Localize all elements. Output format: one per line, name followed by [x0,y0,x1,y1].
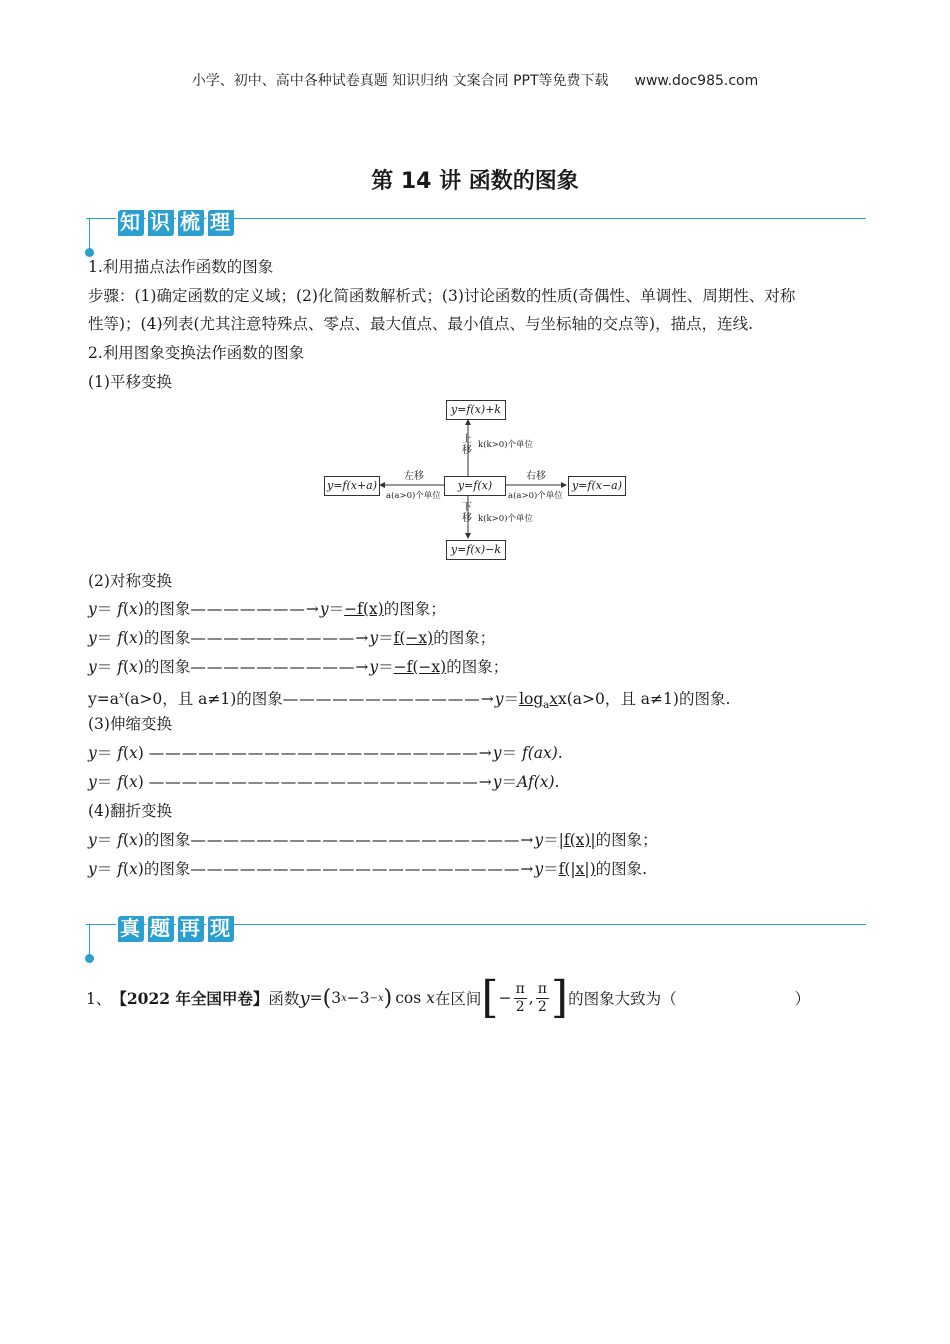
header-text: 小学、初中、高中各种试卷真题 知识归纳 文案合同 PPT等免费下载 [191,73,609,89]
symmetry-rule-2: y＝ f(x)的图象——————————→y＝f(−x)的图象； [88,629,496,647]
label-left: 左移 [404,471,424,482]
label-left-units: a(a>0)个单位 [386,491,441,501]
fraction-neg-pi-half: $\frac{\pi}{2}$ [515,980,525,1015]
box-up: y=f(x)+k [446,400,506,420]
rule-result: −f(−x) [393,658,447,676]
rule-text: 的图象； [595,831,658,849]
fold-rule-1: y＝ f(x)的图象————————————————————→y＝|f(x)|的图象； [88,831,658,849]
rule-text: y=a [88,690,119,709]
p1-line1: 步骤：(1)确定函数的定义域；(2)化简函数解析式；(3)讨论函数的性质(奇偶性、单调性、周期性、对称 [88,287,796,305]
subsection-fold: (4)翻折变换 [88,802,172,820]
rule-text: 的图象 [143,600,191,618]
rule-result: |f(x)| [558,831,596,849]
symmetry-rule-3: y＝ f(x)的图象——————————→y＝−f(−x)的图象； [88,658,509,676]
banner-char: 再 [176,914,204,942]
box-down: y=f(x)−k [446,540,506,560]
rule-result: f(|x|) [558,860,596,878]
math-symbol: cos [395,989,422,1007]
stretch-rule-2: y＝ f(x) ————————————————————→y＝Af(x). [88,773,560,791]
question-source: 【2022 年全国甲卷】 [111,989,269,1008]
subsection-translation: (1)平移变换 [88,373,172,391]
banner-char: 现 [206,914,234,942]
rule-text: 的图象. [595,860,648,878]
rule-text: 的图象 [143,831,191,849]
banner-char: 知 [116,208,144,236]
math-symbol: − [498,989,512,1007]
label-down: 下移 [462,502,472,524]
math-symbol: 3 [331,989,342,1007]
banner-char: 梳 [176,208,204,236]
math-symbol: x [341,992,347,1004]
subsection-stretch: (3)伸缩变换 [88,715,172,733]
rule-text: 的图象 [143,860,191,878]
stretch-rule-1: y＝ f(x) ————————————————————→y＝ f(ax). [88,744,563,762]
banner-dot [85,954,94,963]
banner-char: 题 [146,914,174,942]
label-down-units: k(k>0)个单位 [478,514,533,524]
box-center: y=f(x) [444,476,506,496]
math-symbol: x [426,989,435,1007]
math-symbol: − [346,989,360,1007]
label-right-units: a(a>0)个单位 [508,491,563,501]
rule-text: 的图象 [143,629,191,647]
math-symbol: = [309,989,323,1007]
fraction-pi-half: $\frac{\pi}{2}$ [537,980,547,1015]
box-right: y=f(x−a) [568,476,626,496]
fold-rule-2: y＝ f(x)的图象————————————————————→y＝f(|x|)的图象. [88,860,648,878]
question-number: 1、 [86,990,112,1008]
rule-result: f(−x) [393,629,434,647]
rule-text: 的图象； [433,629,496,647]
p2-heading: 2.利用图象变换法作函数的图象 [88,344,305,362]
math-symbol: 3 [359,989,370,1007]
translation-diagram [320,398,630,563]
page-header [0,70,950,90]
rule-result: Af(x). [517,773,560,791]
rule-text: 的图象 [143,658,191,676]
rule-text: (a>0，且 a≠1)的图象 [124,690,283,709]
math-symbol: , [528,989,534,1007]
rule-result: $\log_ax$ [519,690,558,712]
section-banner-knowledge [86,208,866,254]
label-right: 右移 [526,471,546,482]
section-banner-exam [86,914,866,960]
symmetry-rule-1: y＝ f(x)的图象———————→y＝−f(x)的图象； [88,600,446,618]
rule-text: 的图象； [383,600,446,618]
p1-line2: 性等)；(4)列表(尤其注意特殊点、零点、最大值点、最小值点、与坐标轴的交点等)，描点，连线. [88,315,754,333]
rule-result: −f(x) [344,600,384,618]
question-text: 的图象大致为（ [568,990,677,1008]
banner-vline [89,924,90,958]
question-1: 1、 【2022 年全国甲卷】 函数 y = ( 3 x − 3 −x ) cos x 在区间 [ − $\frac{\pi}{2}$ , $\frac{\pi}{2}$ ] 的图象大致为（ ） [86,972,811,1023]
math-symbol: y [299,987,310,1009]
label-up-units: k(k>0)个单位 [478,440,533,450]
question-text: ） [794,990,811,1008]
box-left: y=f(x+a) [324,476,380,496]
banner-char: 识 [146,208,174,236]
rule-text: 的图象； [446,658,509,676]
question-lead: 函数 [268,990,300,1008]
label-up: 上移 [462,434,472,456]
question-text: 在区间 [434,990,482,1008]
banner-vline [89,218,90,252]
math-symbol: −x [369,992,384,1004]
rule-text: x(a>0，且 a≠1)的图象. [558,690,731,709]
p1-heading: 1.利用描点法作函数的图象 [88,258,274,276]
header-url[interactable]: www.doc985.com [634,73,759,89]
symmetry-rule-4: $y=a^x(a>0$，且 a≠1)的图象$————————————\to y=\log_axx(a>0$，且 a≠1)的图象. [88,690,731,712]
subsection-symmetry: (2)对称变换 [88,572,172,590]
banner-char: 理 [206,208,234,236]
banner-char: 真 [116,914,144,942]
page-title: 第 14 讲 函数的图象 [371,169,579,194]
rule-result: f(ax). [521,744,563,762]
